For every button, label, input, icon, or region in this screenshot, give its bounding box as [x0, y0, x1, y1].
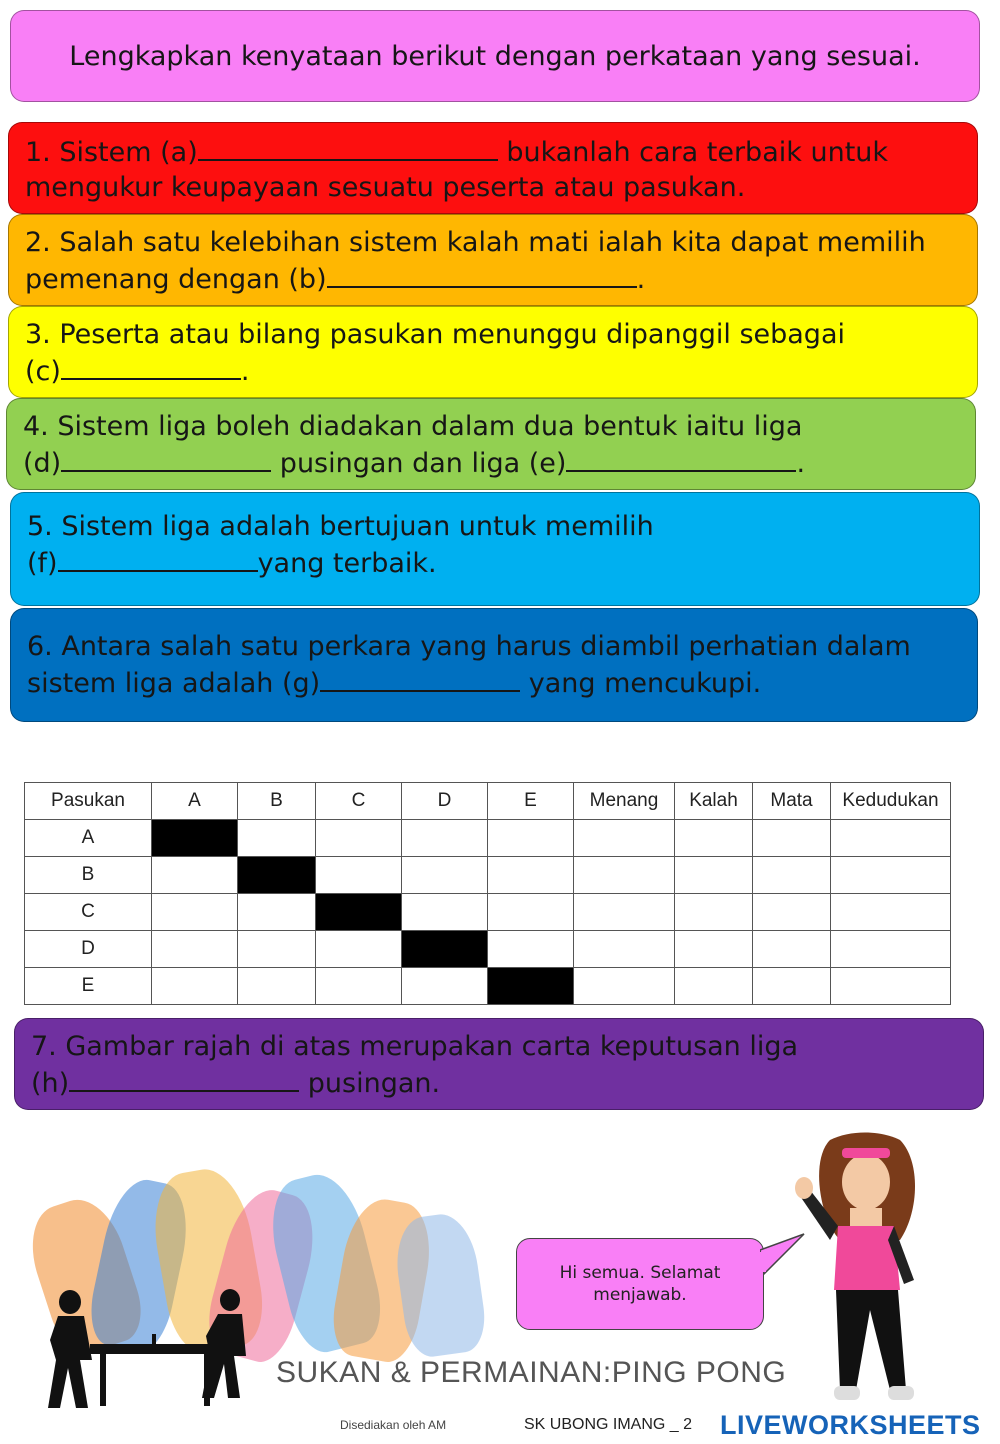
table-row — [25, 820, 951, 857]
cell — [152, 894, 238, 931]
cell — [316, 968, 402, 1005]
cell — [316, 931, 402, 968]
col-header: C — [316, 783, 402, 820]
school-name: SK UBONG IMANG _ 2 — [524, 1416, 693, 1433]
cell — [238, 968, 316, 1005]
cell — [402, 820, 488, 857]
question-5 — [10, 492, 980, 606]
question-1 — [8, 122, 978, 214]
answer-blank-d[interactable] — [61, 444, 271, 472]
answer-blank-h[interactable] — [69, 1064, 299, 1092]
col-header: B — [238, 783, 316, 820]
q3-line1: 3. Peserta atau bilang pasukan menunggu dipanggil sebagai — [25, 319, 845, 350]
q4-text-start: (d) — [23, 448, 62, 479]
instruction-banner — [10, 10, 980, 102]
cell — [675, 968, 753, 1005]
row-label: A — [25, 820, 152, 857]
q2-text-end: . — [636, 264, 646, 295]
col-header: Kalah — [675, 783, 753, 820]
row-label: D — [25, 931, 152, 968]
shaded-cell — [152, 820, 238, 857]
answer-blank-b[interactable] — [327, 260, 637, 288]
question-2 — [8, 214, 978, 306]
cell — [488, 820, 574, 857]
cell — [488, 857, 574, 894]
league-results-table — [24, 782, 951, 1005]
table-row — [25, 968, 951, 1005]
question-6 — [10, 608, 978, 722]
answer-blank-e[interactable] — [566, 444, 796, 472]
cell — [402, 968, 488, 1005]
q3-text-end: . — [240, 356, 250, 387]
cell — [316, 820, 402, 857]
q5-line1: 5. Sistem liga adalah bertujuan untuk memilih — [27, 511, 654, 542]
col-header: Menang — [574, 783, 675, 820]
col-header: E — [488, 783, 574, 820]
table-row — [25, 931, 951, 968]
cell — [574, 857, 675, 894]
q6-text-start: sistem liga adalah (g) — [27, 668, 321, 699]
cell — [402, 857, 488, 894]
shaded-cell — [488, 968, 574, 1005]
table-row — [25, 894, 951, 931]
cell — [488, 894, 574, 931]
q6-text-end: yang mencukupi. — [520, 668, 762, 699]
q7-line1: 7. Gambar rajah di atas merupakan carta keputusan liga — [31, 1031, 799, 1062]
q1-text-start: 1. Sistem (a) — [25, 137, 198, 168]
cell — [675, 894, 753, 931]
cell — [675, 820, 753, 857]
q2-line1: 2. Salah satu kelebihan sistem kalah mati ialah kita dapat memilih — [25, 227, 926, 258]
cell — [831, 968, 951, 1005]
q5-text-start: (f) — [27, 548, 58, 579]
cell — [402, 894, 488, 931]
cell — [152, 857, 238, 894]
q1-line2: mengukur keupayaan sesuatu peserta atau pasukan. — [25, 172, 746, 203]
col-header: Kedudukan — [831, 783, 951, 820]
q3-text-start: (c) — [25, 356, 61, 387]
cell — [574, 820, 675, 857]
answer-blank-g[interactable] — [320, 664, 520, 692]
question-7 — [14, 1018, 984, 1110]
q4-text-end: . — [796, 448, 806, 479]
cell — [753, 931, 831, 968]
cell — [152, 968, 238, 1005]
col-header: Pasukan — [25, 783, 152, 820]
cell — [316, 857, 402, 894]
cell — [753, 968, 831, 1005]
q5-text-end: yang terbaik. — [257, 548, 437, 579]
col-header: A — [152, 783, 238, 820]
q7-text-start: (h) — [31, 1068, 70, 1099]
table-header-row — [25, 783, 951, 820]
cell — [675, 857, 753, 894]
ping-pong-players-icon — [30, 1280, 260, 1420]
question-3 — [8, 306, 978, 398]
q2-text-start: pemenang dengan (b) — [25, 264, 327, 295]
footer-title: SUKAN & PERMAINAN:PING PONG — [276, 1356, 787, 1389]
q4-text-mid: pusingan dan liga (e) — [271, 448, 567, 479]
answer-blank-c[interactable] — [61, 352, 241, 380]
cell — [238, 931, 316, 968]
cell — [675, 931, 753, 968]
row-label: B — [25, 857, 152, 894]
row-label: C — [25, 894, 152, 931]
question-4 — [6, 398, 976, 490]
cell — [831, 894, 951, 931]
row-label: E — [25, 968, 152, 1005]
cell — [574, 894, 675, 931]
cell — [238, 820, 316, 857]
cell — [753, 857, 831, 894]
shaded-cell — [238, 857, 316, 894]
answer-blank-a[interactable] — [198, 133, 498, 161]
cell — [574, 968, 675, 1005]
cell — [753, 894, 831, 931]
cell — [831, 857, 951, 894]
cell — [574, 931, 675, 968]
q7-text-end: pusingan. — [299, 1068, 441, 1099]
instruction-text: Lengkapkan kenyataan berikut dengan perkataan yang sesuai. — [69, 40, 921, 72]
answer-blank-f[interactable] — [58, 544, 258, 572]
speech-bubble-tail-icon — [760, 1232, 806, 1282]
cell — [831, 820, 951, 857]
q4-line1: 4. Sistem liga boleh diadakan dalam dua bentuk iaitu liga — [23, 411, 803, 442]
speech-bubble — [516, 1238, 764, 1330]
col-header: Mata — [753, 783, 831, 820]
shaded-cell — [316, 894, 402, 931]
credit-text: Disediakan oleh AM — [340, 1418, 447, 1432]
cell — [238, 894, 316, 931]
cell — [753, 820, 831, 857]
col-header: D — [402, 783, 488, 820]
teacher-character-icon — [790, 1130, 950, 1410]
cell — [488, 931, 574, 968]
q1-text-end: bukanlah cara terbaik untuk — [497, 137, 889, 168]
cell — [831, 931, 951, 968]
cell — [152, 931, 238, 968]
table-row — [25, 857, 951, 894]
liveworksheets-logo[interactable]: LIVEWORKSHEETS — [720, 1410, 981, 1440]
q6-line1: 6. Antara salah satu perkara yang harus diambil perhatian dalam — [27, 631, 911, 662]
shaded-cell — [402, 931, 488, 968]
speech-bubble-text: Hi semua. Selamat menjawab. — [559, 1263, 721, 1305]
